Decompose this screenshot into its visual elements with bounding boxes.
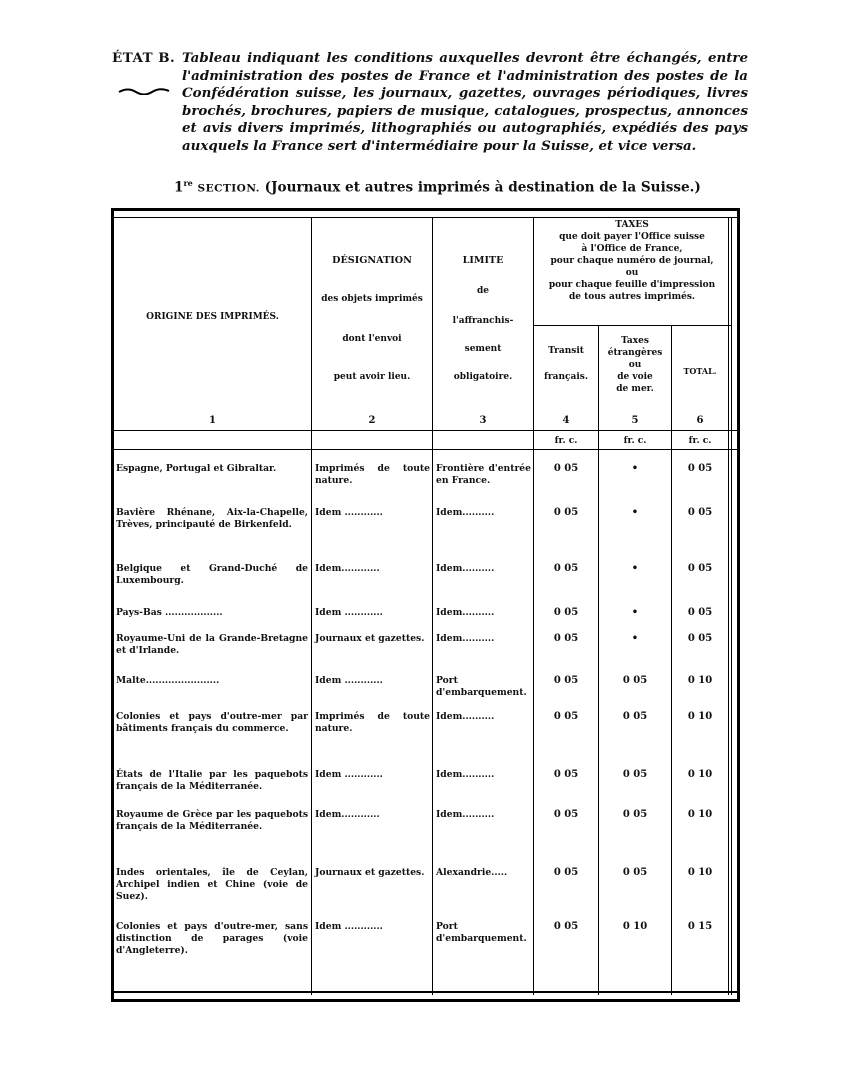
cell-designation: Idem ............: [315, 607, 383, 618]
heading-lead: ÉTAT B.: [112, 50, 176, 66]
cell-total: 0 05: [687, 563, 713, 574]
cell-total: 0 10: [687, 675, 713, 686]
cell-etr: 0 05: [622, 711, 648, 722]
taxes-line-4: ou: [625, 268, 639, 278]
column-number-4: 4: [562, 415, 570, 426]
column-header-origine: ORIGINE DES IMPRIMÉS.: [146, 312, 279, 322]
etrangeres-line-2: ou: [628, 360, 642, 370]
cell-etr: 0 05: [622, 867, 648, 878]
cell-designation: Imprimés de toute nature.: [315, 711, 430, 734]
cell-total: 0 10: [687, 867, 713, 878]
cell-etr: 0 05: [622, 769, 648, 780]
column-number-2: 2: [368, 415, 376, 426]
section-text: (Journaux et autres imprimés à destination de la Suisse.): [264, 179, 701, 196]
cell-limite: Port d'embarquement.: [436, 675, 527, 698]
unit-transit: fr. c.: [554, 436, 578, 446]
section-title: [174, 178, 701, 196]
section-number-suffix: re: [183, 178, 193, 188]
cell-origine: Indes orientales, île de Ceylan, Archipel indien et Chine (voie de Suez).: [116, 867, 308, 902]
section-label: SECTION.: [197, 182, 260, 195]
cell-total: 0 05: [687, 463, 713, 474]
heading-text: Tableau indiquant les conditions auxquelles devront être échangés, entre l'administration des postes de France et l'administration des postes de la Confédération suisse, les journaux, gazettes, ouvrages périodiques, livres brochés, brochures, papiers de musique, catalogues, prospectus, annonces et avis divers imprimés, lithographiés ou autographiés, expédiés des pays auxquels la France sert d'intermédiaire pour la Suisse, et vice versa.: [182, 50, 748, 154]
cell-designation: Imprimés de toute nature.: [315, 463, 430, 486]
column-number-3: 3: [479, 415, 487, 426]
limite-subtitle-2: l'affranchis-: [452, 316, 514, 326]
cell-limite: Idem..........: [436, 563, 495, 574]
cell-designation: Idem ............: [315, 675, 383, 686]
cell-transit: 0 05: [553, 711, 579, 722]
cell-transit: 0 05: [553, 633, 579, 644]
cell-total: 0 05: [687, 607, 713, 618]
cell-designation: Journaux et gazettes.: [315, 633, 425, 644]
cell-etr: •: [631, 563, 639, 574]
cell-limite: Idem..........: [436, 607, 495, 618]
column-header-total: TOTAL.: [683, 366, 717, 376]
cell-designation: Idem ............: [315, 921, 383, 932]
cell-limite: Idem..........: [436, 507, 495, 518]
cell-limite: Idem..........: [436, 809, 495, 820]
limite-subtitle-4: obligatoire.: [453, 372, 513, 382]
cell-total: 0 10: [687, 809, 713, 820]
cell-designation: Idem............: [315, 563, 380, 574]
cell-etr: •: [631, 633, 639, 644]
taxes-line-3: pour chaque numéro de journal,: [550, 256, 714, 266]
limite-subtitle-3: sement: [464, 344, 502, 354]
taxes-line-1: que doit payer l'Office suisse: [559, 232, 705, 242]
cell-etr: •: [631, 507, 639, 518]
column-number-6: 6: [696, 415, 704, 426]
column-header-designation: DÉSIGNATION: [332, 255, 412, 266]
cell-limite: Port d'embarquement.: [436, 921, 527, 944]
limite-subtitle-1: de: [476, 286, 490, 296]
cell-limite: Frontière d'entrée en France.: [436, 463, 531, 486]
cell-limite: Idem..........: [436, 711, 495, 722]
cell-origine: Malte.......................: [116, 675, 220, 686]
etrangeres-line-3: de voie: [617, 372, 653, 382]
unit-etrangeres: fr. c.: [623, 436, 647, 446]
cell-etr: •: [631, 607, 639, 618]
cell-origine: Pays-Bas ..................: [116, 607, 223, 618]
cell-origine: Royaume de Grèce par les paquebots français de la Méditerranée.: [116, 809, 308, 832]
cell-origine: Royaume-Uni de la Grande-Bretagne et d'Irlande.: [116, 633, 308, 656]
cell-limite: Idem..........: [436, 633, 495, 644]
etrangeres-line-1: étrangères: [607, 348, 663, 358]
taxes-line-2: à l'Office de France,: [581, 244, 683, 254]
cell-total: 0 10: [687, 769, 713, 780]
cell-designation: Idem ............: [315, 507, 383, 518]
taxes-line-5: pour chaque feuille d'impression: [548, 280, 716, 290]
cell-etr: 0 10: [622, 921, 648, 932]
taxes-line-6: de tous autres imprimés.: [568, 292, 696, 302]
document-heading: [112, 50, 748, 156]
cell-limite: Alexandrie.....: [436, 867, 508, 878]
cell-total: 0 05: [687, 633, 713, 644]
cell-origine: Belgique et Grand-Duché de Luxembourg.: [116, 563, 308, 586]
column-header-limite: LIMITE: [462, 255, 504, 266]
cell-transit: 0 05: [553, 769, 579, 780]
column-number-1: 1: [209, 415, 216, 426]
cell-total: 0 05: [687, 507, 713, 518]
designation-subtitle-2: dont l'envoi: [342, 334, 402, 344]
cell-designation: Idem............: [315, 809, 380, 820]
cell-total: 0 10: [687, 711, 713, 722]
cell-designation: Idem ............: [315, 769, 383, 780]
cell-etr: 0 05: [622, 675, 648, 686]
section-number: 1: [174, 179, 184, 196]
column-header-taxes: [534, 219, 730, 303]
cell-total: 0 15: [687, 921, 713, 932]
designation-subtitle-1: des objets imprimés: [321, 294, 423, 304]
cell-transit: 0 05: [553, 507, 579, 518]
cell-transit: 0 05: [553, 867, 579, 878]
column-header-etrangeres: [599, 335, 671, 395]
cell-origine: Colonies et pays d'outre-mer, sans distinction de parages (voie d'Angleterre).: [116, 921, 308, 956]
column-header-transit: Transit: [548, 346, 584, 356]
cell-origine: Colonies et pays d'outre-mer par bâtiments français du commerce.: [116, 711, 308, 734]
cell-transit: 0 05: [553, 563, 579, 574]
taxes-title: TAXES: [615, 220, 649, 230]
cell-origine: Bavière Rhénane, Aix-la-Chapelle, Trèves, principauté de Birkenfeld.: [116, 507, 308, 530]
cell-etr: •: [631, 463, 639, 474]
cell-transit: 0 05: [553, 607, 579, 618]
etrangeres-line-4: de mer.: [616, 384, 654, 394]
cell-designation: Journaux et gazettes.: [315, 867, 425, 878]
etrangeres-line-0: Taxes: [621, 336, 649, 346]
cell-transit: 0 05: [553, 921, 579, 932]
transit-subtitle: français.: [544, 372, 588, 382]
cell-transit: 0 05: [553, 463, 579, 474]
unit-total: fr. c.: [688, 436, 712, 446]
cell-transit: 0 05: [553, 809, 579, 820]
heading-swash-ornament: [118, 85, 170, 95]
tariff-table: [111, 208, 740, 1002]
cell-origine: États de l'Italie par les paquebots français de la Méditerranée.: [116, 769, 308, 792]
cell-limite: Idem..........: [436, 769, 495, 780]
cell-origine: Espagne, Portugal et Gibraltar.: [116, 463, 277, 474]
designation-subtitle-3: peut avoir lieu.: [333, 372, 411, 382]
column-number-5: 5: [631, 415, 639, 426]
cell-transit: 0 05: [553, 675, 579, 686]
cell-etr: 0 05: [622, 809, 648, 820]
